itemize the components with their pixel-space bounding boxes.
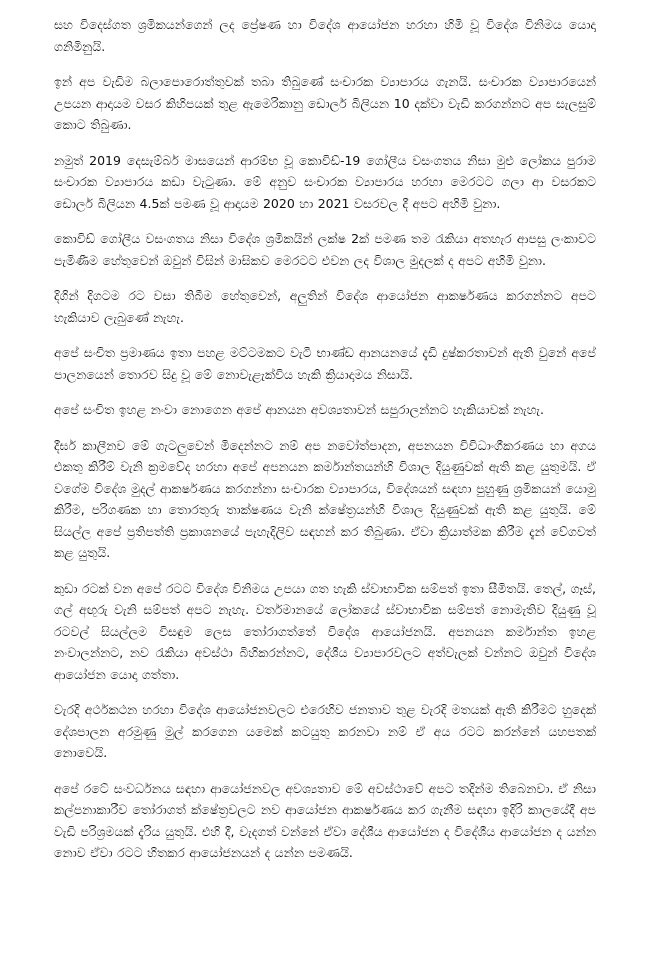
paragraph: අපේ රටේ සංවර්ධනය සඳහා ආයෝජනවල අවශ්‍යතාව මේ අවස්ථාවේ අපට තදින්ම තිබෙනවා. ඒ නිසා කල්පනාකාරීව තෝරාගත් ක්ෂේත්‍රවලට නව ආයෝජන ආකර්ෂණය කර ගැනීම සඳහා ඉදිරි කාලයේදී අප වැඩි පරිශ්‍රමයක් දැරිය යුතුයි. එහි දී, වැදගත් වන්නේ ඒවා දේශීය ආයෝජන ද විදේශීය ආයෝජන ද යන්න නොව ඒවා රටට හිතකර ආයෝජනයන් ද යන්න පමණයි.: [54, 780, 596, 860]
paragraph: දීර්ඝ කාලීනව මේ ගැටලුවෙන් මිදෙන්නට නම් අප නවෝත්පාදන, අපනයන විවිධාංගීකරණය හා අගය එකතු කිරීම් වැනි ක්‍රමවේද හරහා අපේ අපනයන කර්මාන්තයන්හි විශාල දියුණුවක් ඇති කළ යුතුමයි. ඒ වගේම විදේශ මුදල් ආකර්ෂණය කරගන්නා සංචාරක ව්‍යාපාරය, විදේශයන් සඳහා පුහුණු ශ්‍රමිකයන් යොමු කිරීම, පරිගණක හා තොරතුරු තාක්ෂණය වැනි ක්ෂේත්‍රයන්හි විශාල දියුණුවක් ඇති කළ යුතුයි. මේ සියල්ල අපේ ප්‍රතිපත්ති ප්‍රකාශනයේ පැහැදිලිව සඳහන් කර තිබුණා. ඒවා ක්‍රියාත්මක කිරීම දැන් වේගවත් කළ යුතුයි.: [54, 437, 596, 560]
paragraph: සහ විදෙස්ගත ශ්‍රමිකයන්ගෙන් ලද ප්‍රේෂණ හා විදේශ ආයෝජන හරහා හිමි වූ විදේශ විනිමය යොදා ගනිමිනුයි.: [54, 17, 596, 54]
paragraph: ඉන් අප වැඩිම බලාපොරොත්තුවක් තබා තිබුණේ සංචාරක ව්‍යාපාරය ගැනයි. සංචාරක ව්‍යාපාරයෙන් උපයන ආදායම වසර කිහිපයක් තුළ ඇමෙරිකානු ඩොලර් බිලියන 10 දක්වා වැඩි කරගන්නට අප සැලසුම් කොට තිබුණා.: [54, 74, 596, 132]
paragraph: කුඩා රටක් වන අපේ රටට විදේශ විනිමය උපයා ගත හැකි ස්වාභාවික සම්පත් ඉතා සීමිතයි. තෙල්, ගෑස්, ගල් අඟුරු වැනි සම්පත් අපට නැහැ. වර්තමානයේ ලෝකයේ ස්වාභාවික සම්පත් නොමැතිව දියුණු වූ රටවල් සියල්ලම විසඳුම ලෙස තෝරාගත්තේ විදේශ ආයෝජනයි. අපනයන කර්මාන්ත ඉහළ නංවාලන්නට, නව රැකියා අවස්ථා බිහිකරන්නට, දේශීය ව්‍යාපාරවලට අත්වැලක් වන්නට ඔවුන් විදේශ ආයෝජන යොදා ගත්තා.: [54, 580, 596, 682]
paragraph: කොවිඩ් ගෝලීය වසංගතය නිසා විදේශ ශ්‍රමිකයින් ලක්ෂ 2ක් පමණ තම රැකියා අතහැර ආපසු ලංකාවට පැමිණීම හේතුවෙන් ඔවුන් විසින් මාසිකව මෙරටට එවන ලද විශාල මුදලක් ද අපට අහිමි වුනා.: [54, 231, 596, 268]
paragraph: දිගින් දිගටම රට වසා තිබීම හේතුවෙන්, අලුතින් විදේශ ආයෝජන ආකර්ෂණය කරගන්නට අපට හැකියාව ලැබුණේ නැහැ.: [54, 288, 596, 325]
paragraph: වැරදි අර්ථකථන හරහා විදේශ ආයෝජනවලට එරෙහිව ජනතාව තුළ වැරදි මතයක් ඇති කිරීමට හුදෙක් දේශපාලන අරමුණු මුල් කරගෙන යමෙක් කටයුතු කරනවා නම් ඒ අය රටට කරන්නේ යහපතක් නොවෙයි.: [54, 702, 596, 760]
paragraph: අපේ සංචිත ඉහළ නංවා නොගෙන අපේ ආනයන අවශ්‍යතාවන් සපුරාලන්නට හැකියාවක් නැහැ.: [54, 402, 545, 417]
paragraph: නමුත් 2019 දෙසැම්බර් මාසයෙන් ආරම්භ වූ කොවිඩ්-19 ගෝලීය වසංගතය නිසා මුළු ලෝකය පුරාම සංචාරක ව්‍යාපාරය කඩා වැටුණා. මේ අනුව සංචාරක ව්‍යාපාරය හරහා මෙරටට ගලා ආ වසරකට ඩොලර් බිලියන 4.5ක් පමණ වූ ආදායම 2020 හා 2021 වසරවල දී අපට අහිමි වුනා.: [54, 152, 596, 211]
paragraph: අපේ සංචිත ප්‍රමාණය ඉතා පහළ මට්ටමකට වැටී භාණ්ඩ ආනයනයේ දැඩි දුෂ්කරතාවන් ඇති වුනේ අපේ පාලනයෙන් තොරව සිදු වූ මේ නොවැළැක්විය හැකි ක්‍රියාදාමය නිසායි.: [54, 345, 596, 382]
